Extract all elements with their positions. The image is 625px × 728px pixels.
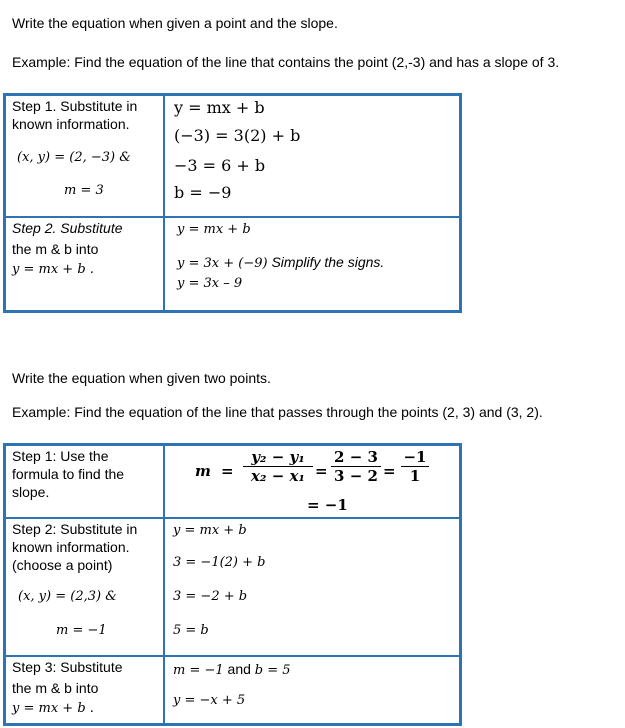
s2-step1-label-line3: slope. [12,484,50,500]
slope-result: = −1 [307,496,348,514]
step1-equation-4: b = −9 [174,183,232,202]
slope-formula-fraction [243,448,313,485]
slope-formula-denominator: x₂ − x₁ [250,467,306,485]
step1-equation-2: (−3) = 3(2) + b [174,126,301,145]
step1-equation-1: y = mx + b [174,98,265,117]
step1-label-line2: known information. [12,116,130,132]
step2-label-line3: y = mx + b . [12,262,94,277]
slope-result-fraction [401,448,429,485]
s2-step3-label-line2: the m & b into [12,680,99,696]
step1-work-cell [164,95,461,218]
s2-step2-label-line1: Step 2: Substitute in [12,521,138,537]
step2-equation-2: y = 3x + (−9) Simplify the signs. [177,254,385,271]
step1-label-cell [5,95,165,218]
s2-step3-label-cell [5,656,165,725]
s2-step3-work-cell [164,656,461,725]
s2-step3-label-line1: Step 3: Substitute [12,659,123,675]
step1-equation-3: −3 = 6 + b [174,156,266,175]
slope-result-denominator: 1 [409,467,421,485]
step2-label-line1: Step 2. Substitute [12,220,123,236]
step2-label-line2: the m & b into [12,241,99,257]
s2-step3-label-line3: y = mx + b . [12,701,94,716]
step2-note: Simplify the signs. [271,254,385,270]
s2-step1-label-line1: Step 1: Use the [12,448,109,464]
slope-equals-1: = [221,462,234,480]
table-point-slope [3,93,462,313]
s2-step2-label-line3: (choose a point) [12,557,113,573]
table-two-points [3,443,462,726]
slope-formula-cell [164,445,461,519]
s2-step2-given-slope: m = −1 [56,623,107,638]
s2-step1-label-cell [5,445,165,519]
step1-given-point: (x, y) = (2, −3) & [17,150,131,165]
section1-example: Example: Find the equation of the line that contains the point (2,-3) and has a slope of 3. [12,54,560,70]
section2-heading: Write the equation when given two points. [12,370,271,386]
slope-result-numerator: −1 [401,448,429,467]
step2-label-cell [5,217,165,312]
s2-step2-work-cell [164,518,461,656]
slope-equals-3: = [383,462,396,480]
s2-step2-label-line2: known information. [12,539,130,555]
slope-equals-2: = [315,462,328,480]
s2-step1-label-line2: formula to find the [12,466,125,482]
s2-step2-equation-3: 3 = −2 + b [173,589,248,604]
slope-values-denominator: 3 − 2 [334,467,378,485]
slope-formula-numerator: y₂ − y₁ [243,448,313,467]
slope-values-fraction [331,448,381,485]
step1-given-slope: m = 3 [64,183,104,198]
s2-step2-equation-1: y = mx + b [173,523,247,538]
section1-heading: Write the equation when given a point and the slope. [12,15,338,31]
s2-step3-equation-1: m = −1 and b = 5 [173,661,291,678]
s2-step2-given-point: (x, y) = (2,3) & [18,589,117,604]
step1-label-line1: Step 1. Substitute in [12,98,138,114]
s2-step3-equation-2: y = −x + 5 [173,693,246,708]
section2-example: Example: Find the equation of the line that passes through the points (2, 3) and (3, 2). [12,404,543,420]
step2-equation-1: y = mx + b [177,222,251,237]
step2-work-cell [164,217,461,312]
step2-equation-3: y = 3x – 9 [177,276,243,291]
s2-step2-equation-2: 3 = −1(2) + b [173,555,266,570]
slope-m: m [195,462,211,480]
slope-values-numerator: 2 − 3 [331,448,381,467]
s2-step2-equation-4: 5 = b [173,623,209,638]
s2-step2-label-cell [5,518,165,656]
